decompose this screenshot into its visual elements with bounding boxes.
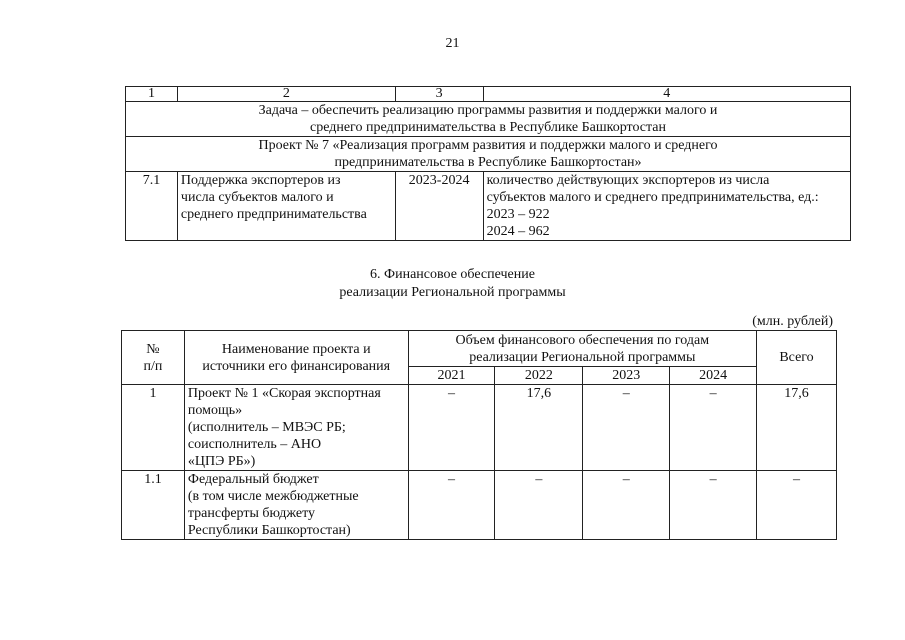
task-row bbox=[126, 102, 851, 137]
value-2022: 17,6 bbox=[495, 385, 583, 471]
row-number: 1 bbox=[122, 385, 185, 471]
row-name: Проект № 1 «Скорая экспортная помощь» (исполнитель – МВЭС РБ; соисполнитель – АНО «ЦПЭ РБ») bbox=[184, 385, 408, 471]
value-2024: – bbox=[670, 471, 757, 540]
year-2023: 2023 bbox=[583, 367, 670, 385]
col-total-header: Всего bbox=[757, 331, 837, 385]
year-2024: 2024 bbox=[670, 367, 757, 385]
finance-table bbox=[121, 330, 837, 540]
page-number: 21 bbox=[445, 36, 460, 51]
value-total: 17,6 bbox=[757, 385, 837, 471]
table-row bbox=[122, 385, 837, 471]
col-number-header: № п/п bbox=[122, 331, 185, 385]
indicators-table bbox=[125, 86, 851, 241]
value-total: – bbox=[757, 471, 837, 540]
year-2021: 2021 bbox=[408, 367, 495, 385]
section-title: 6. Финансовое обеспечение реализации Региональной программы bbox=[339, 267, 566, 300]
project-row bbox=[126, 137, 851, 172]
table-row bbox=[126, 172, 851, 241]
value-2021: – bbox=[408, 471, 495, 540]
value-2023: – bbox=[583, 385, 670, 471]
finance-header-row bbox=[122, 331, 837, 367]
row-number: 7.1 bbox=[126, 172, 178, 241]
task-text: Задача – обеспечить реализацию программы развития и поддержки малого и среднего предпринимательства в Республике Башкортостан bbox=[126, 102, 851, 137]
year-2022: 2022 bbox=[495, 367, 583, 385]
column-number-3: 3 bbox=[395, 87, 483, 102]
row-number: 1.1 bbox=[122, 471, 185, 540]
table-header-row bbox=[126, 87, 851, 102]
value-2024: – bbox=[670, 385, 757, 471]
column-number-1: 1 bbox=[126, 87, 178, 102]
col-volume-header: Объем финансового обеспечения по годам реализации Региональной программы bbox=[408, 331, 756, 367]
row-indicator: количество действующих экспортеров из числа субъектов малого и среднего предпринимательства, ед.: 2023 – 922 2024 – 962 bbox=[483, 172, 850, 241]
value-2022: – bbox=[495, 471, 583, 540]
project-text: Проект № 7 «Реализация программ развития и поддержки малого и среднего предпринимательства в Республике Башкортостан» bbox=[126, 137, 851, 172]
row-period: 2023-2024 bbox=[395, 172, 483, 241]
column-number-2: 2 bbox=[177, 87, 395, 102]
table-row bbox=[122, 471, 837, 540]
column-number-4: 4 bbox=[483, 87, 850, 102]
row-name: Федеральный бюджет (в том числе межбюджетные трансферты бюджету Республики Башкортостан) bbox=[184, 471, 408, 540]
col-name-header: Наименование проекта и источники его финансирования bbox=[184, 331, 408, 385]
value-2023: – bbox=[583, 471, 670, 540]
units-label: (млн. рублей) bbox=[752, 314, 833, 329]
value-2021: – bbox=[408, 385, 495, 471]
row-name: Поддержка экспортеров из числа субъектов малого и среднего предпринимательства bbox=[177, 172, 395, 241]
